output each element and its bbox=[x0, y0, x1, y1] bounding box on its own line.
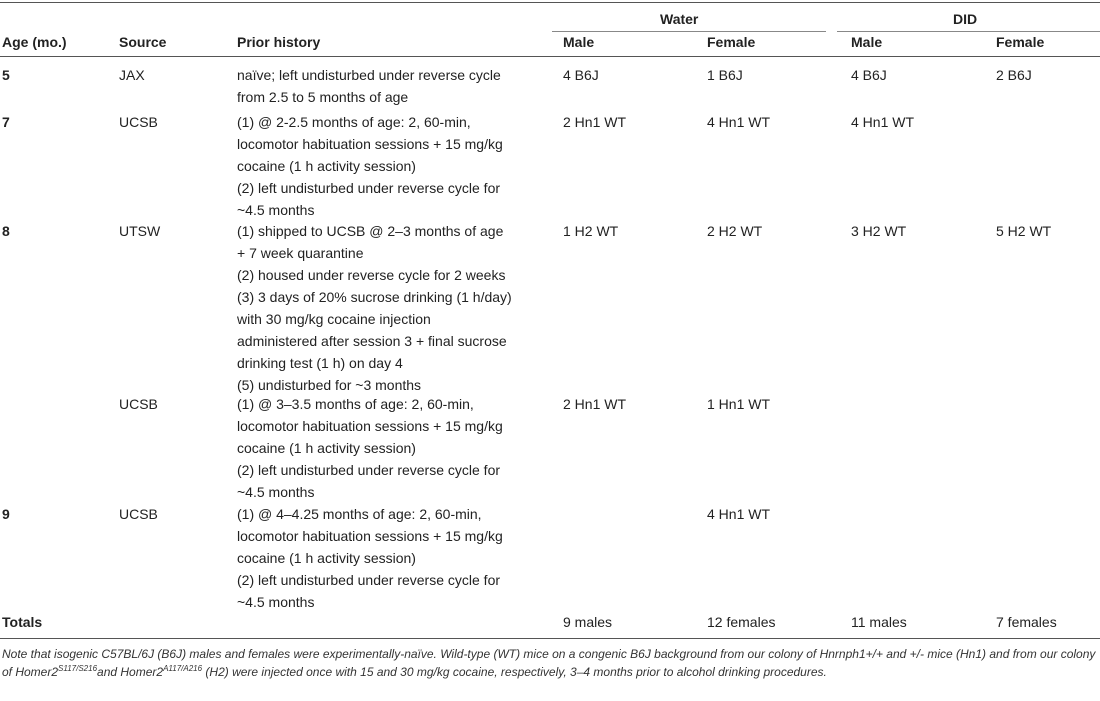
col-header-water-male: Male bbox=[563, 34, 595, 50]
history-line: drinking test (1 h) on day 4 bbox=[237, 355, 403, 371]
history-line: locomotor habituation sessions + 15 mg/kg bbox=[237, 136, 503, 152]
table-bottom-rule bbox=[0, 638, 1100, 639]
history-line: (1) shipped to UCSB @ 2–3 months of age bbox=[237, 223, 504, 239]
totals-label: Totals bbox=[2, 614, 43, 630]
history-line: from 2.5 to 5 months of age bbox=[237, 89, 409, 105]
history-line: + 7 week quarantine bbox=[237, 245, 364, 261]
table-footnote bbox=[2, 645, 1096, 681]
history-line: (2) left undisturbed under reverse cycle for bbox=[237, 462, 501, 478]
did-female-cell: 2 B6J bbox=[996, 67, 1032, 83]
water-female-cell: 1 Hn1 WT bbox=[707, 396, 771, 412]
history-line: ~4.5 months bbox=[237, 202, 315, 218]
history-cell bbox=[237, 393, 503, 503]
source-cell: UCSB bbox=[119, 114, 158, 130]
history-line: (1) @ 3–3.5 months of age: 2, 60-min, bbox=[237, 396, 474, 412]
history-line: cocaine (1 h activity session) bbox=[237, 158, 416, 174]
history-line: ~4.5 months bbox=[237, 484, 315, 500]
age-cell: 5 bbox=[2, 67, 10, 83]
footnote-superscript: S117/S216 bbox=[58, 664, 98, 673]
water-male-cell: 4 B6J bbox=[563, 67, 599, 83]
history-cell bbox=[237, 220, 512, 396]
history-line: locomotor habituation sessions + 15 mg/kg bbox=[237, 418, 503, 434]
water-female-cell: 1 B6J bbox=[707, 67, 743, 83]
water-female-cell: 4 Hn1 WT bbox=[707, 114, 771, 130]
totals-water-male: 9 males bbox=[563, 614, 613, 630]
history-cell bbox=[237, 64, 501, 108]
history-line: (1) @ 4–4.25 months of age: 2, 60-min, bbox=[237, 506, 482, 522]
source-cell: UTSW bbox=[119, 223, 161, 239]
water-male-cell: 1 H2 WT bbox=[563, 223, 619, 239]
source-cell: UCSB bbox=[119, 506, 158, 522]
water-male-cell: 2 Hn1 WT bbox=[563, 114, 627, 130]
col-header-history: Prior history bbox=[237, 34, 321, 50]
history-line: naïve; left undisturbed under reverse cycle bbox=[237, 67, 501, 83]
col-header-water-female: Female bbox=[707, 34, 756, 50]
col-header-source: Source bbox=[119, 34, 167, 50]
age-cell: 8 bbox=[2, 223, 10, 239]
col-header-did-male: Male bbox=[851, 34, 883, 50]
water-female-cell: 2 H2 WT bbox=[707, 223, 763, 239]
footnote-text: Note that isogenic C57BL/6J (B6J) males and females were experimentally-naïve. Wild-type (WT) mice on a congenic B6J background from our colony of Hnrnph1+/+ and +/- mice (Hn1) and from our colony of Homer2 bbox=[2, 647, 1096, 679]
water-male-cell: 2 Hn1 WT bbox=[563, 396, 627, 412]
group-header-water: Water bbox=[660, 11, 699, 27]
totals-did-male: 11 males bbox=[851, 614, 907, 630]
history-line: with 30 mg/kg cocaine injection bbox=[237, 311, 431, 327]
table-top-rule bbox=[0, 2, 1100, 3]
did-male-cell: 4 B6J bbox=[851, 67, 887, 83]
did-male-cell: 3 H2 WT bbox=[851, 223, 907, 239]
history-cell bbox=[237, 111, 503, 221]
footnote-text: and Homer2 bbox=[97, 665, 164, 679]
footnote-text: (H2) were injected once with 15 and 30 mg/kg cocaine, respectively, 3–4 months prior to alcohol drinking procedures. bbox=[202, 665, 827, 679]
header-bottom-rule bbox=[0, 56, 1100, 57]
totals-water-female: 12 females bbox=[707, 614, 776, 630]
did-male-cell: 4 Hn1 WT bbox=[851, 114, 915, 130]
source-cell: UCSB bbox=[119, 396, 158, 412]
history-line: locomotor habituation sessions + 15 mg/kg bbox=[237, 528, 503, 544]
history-line: cocaine (1 h activity session) bbox=[237, 440, 416, 456]
history-line: (3) 3 days of 20% sucrose drinking (1 h/day) bbox=[237, 289, 512, 305]
history-line: (5) undisturbed for ~3 months bbox=[237, 377, 422, 393]
history-line: (2) left undisturbed under reverse cycle for bbox=[237, 572, 501, 588]
col-header-did-female: Female bbox=[996, 34, 1045, 50]
history-line: (1) @ 2-2.5 months of age: 2, 60-min, bbox=[237, 114, 471, 130]
totals-did-female: 7 females bbox=[996, 614, 1057, 630]
did-female-cell: 5 H2 WT bbox=[996, 223, 1052, 239]
history-line: (2) housed under reverse cycle for 2 weeks bbox=[237, 267, 506, 283]
source-cell: JAX bbox=[119, 67, 145, 83]
group-header-did: DID bbox=[953, 11, 978, 27]
col-header-age: Age (mo.) bbox=[2, 34, 67, 50]
history-line: administered after session 3 + final sucrose bbox=[237, 333, 507, 349]
history-line: ~4.5 months bbox=[237, 594, 315, 610]
history-line: cocaine (1 h activity session) bbox=[237, 550, 416, 566]
footnote-superscript: A117/A216 bbox=[163, 664, 203, 673]
history-cell bbox=[237, 503, 503, 613]
water-female-cell: 4 Hn1 WT bbox=[707, 506, 771, 522]
age-cell: 9 bbox=[2, 506, 10, 522]
history-line: (2) left undisturbed under reverse cycle for bbox=[237, 180, 501, 196]
age-cell: 7 bbox=[2, 114, 10, 130]
